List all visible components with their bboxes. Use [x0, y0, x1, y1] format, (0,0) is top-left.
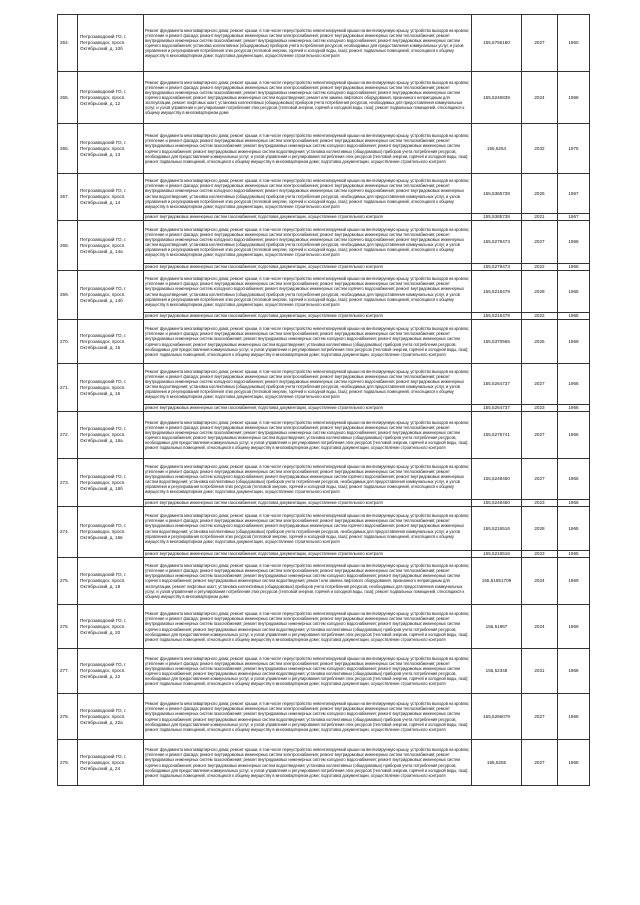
- table-body: [58, 15, 590, 786]
- row-number: 279.: [58, 740, 78, 786]
- cost-value: 155,5264737: [472, 364, 522, 405]
- repair-year: 2026: [522, 174, 558, 214]
- work-description: ремонт внутридомовых инженерных систем газоснабжения; подготовка документации, осуществление строительного контроля: [144, 500, 472, 507]
- table-row: [58, 605, 590, 649]
- work-description: Ремонт фундамента многоквартирного дома; ремонт крыши, в том числе переустройство невентилируемой крыши на вентилируемую крышу, устройство выходов на кровлю; утепление и ремонт фасада; ремонт внутридомовых инженерных систем электроснабжения; ремонт внутридомовых инженерных систем теплоснабжения; ремонт внутридомовых инженерных систем газоснабжения; ремонт внутридомовых инженерных систем холодного водоснабжения; ремонт внутридомовых инженерных систем горячего водоснабжения; ремонт внутридомовых инженерных систем водоотведения; установка коллективных (общедомовых) приборов учета потребления ресурсов, необходимых для предоставления коммунальных услуг, и узлов управления и регулирования потребления этих ресурсов (тепловой энергии, горячей и холодной воды, газа); ремонт подвальных помещений, относящихся к общему имуществу в многоквартирном доме; подготовка документации, осуществление строительного контроля: [144, 124, 472, 174]
- work-description: Ремонт фундамента многоквартирного дома; ремонт крыши, в том числе переустройство невентилируемой крыши на вентилируемую крышу, устройство выходов на кровлю; утепление и ремонт фасада; ремонт внутридомовых инженерных систем электроснабжения; ремонт внутридомовых инженерных систем теплоснабжения; ремонт внутридомовых инженерных систем газоснабжения; ремонт внутридомовых инженерных систем холодного водоснабжения; ремонт внутридомовых инженерных систем горячего водоснабжения; ремонт внутридомовых инженерных систем водоотведения; установка коллективных (общедомовых) приборов учета потребления ресурсов, необходимых для предоставления коммунальных услуг, и узлов управления и регулирования потребления этих ресурсов (тепловой энергии, горячей и холодной воды, газа); ремонт подвальных помещений, относящихся к общему имуществу в многоквартирном доме; подготовка документации, осуществление строительного контроля: [144, 649, 472, 694]
- repair-year: 2021: [522, 214, 558, 221]
- work-description: Ремонт фундамента многоквартирного дома; ремонт крыши, в том числе переустройство невентилируемой крыши на вентилируемую крышу, устройство выходов на кровлю; утепление и ремонт фасада; ремонт внутридомовых инженерных систем электроснабжения; ремонт внутридомовых инженерных систем теплоснабжения; ремонт внутридомовых инженерных систем газоснабжения; ремонт внутридомовых инженерных систем холодного водоснабжения; ремонт внутридомовых инженерных систем горячего водоснабжения; установка коллективных (общедомовых) приборов учета потребления ресурсов, необходимых для предоставления коммунальных услуг, и узлов управления и регулирования потребления этих ресурсов (тепловой энергии, горячей и холодной воды, газа); ремонт подвальных помещений, относящихся к общему имуществу в многоквартирном доме; подготовка документации, осуществление строительного контроля: [144, 15, 472, 72]
- work-description: Ремонт фундамента многоквартирного дома; ремонт крыши, в том числе переустройство невентилируемой крыши на вентилируемую крышу, устройство выходов на кровлю; утепление и ремонт фасада; ремонт внутридомовых инженерных систем электроснабжения; ремонт внутридомовых инженерных систем теплоснабжения; ремонт внутридомовых инженерных систем холодного водоснабжения; ремонт внутридомовых инженерных систем горячего водоснабжения; ремонт внутридомовых инженерных систем водоотведения; установка коллективных (общедомовых) приборов учета потребления ресурсов, необходимых для предоставления коммунальных услуг, и узлов управления и регулирования потребления этих ресурсов (тепловой энергии, горячей и холодной воды, газа); ремонт подвальных помещений, относящихся к общему имуществу в многоквартирном доме; подготовка документации, осуществление строительного контроля: [144, 174, 472, 214]
- repair-year: 2027: [522, 740, 558, 786]
- building-address: Петрозаводский ГО, г. Петрозаводск, просп. Октябрьский, д. 16: [78, 364, 144, 412]
- work-description: Ремонт фундамента многоквартирного дома; ремонт крыши, в том числе переустройство невентилируемой крыши на вентилируемую крышу, устройство выходов на кровлю; утепление и ремонт фасада; ремонт внутридомовых инженерных систем электроснабжения; ремонт внутридомовых инженерных систем теплоснабжения; ремонт внутридомовых инженерных систем газоснабжения; ремонт внутридомовых инженерных систем холодного водоснабжения; ремонт внутридомовых инженерных систем горячего водоснабжения; ремонт внутридомовых инженерных систем водоотведения; ремонт или замена лифтового оборудования, признанного непригодным для эксплуатации, ремонт лифтовых шахт; установка коллективных (общедомовых) приборов учета потребления ресурсов, необходимых для предоставления коммунальных услуг, и узлов управления и регулирования потребления этих ресурсов (тепловой энергии, горячей и холодной воды, газа); ремонт подвальных помещений, относящихся к общему имуществу в многоквартирном доме: [144, 72, 472, 124]
- building-address: Петрозаводский ГО, г. Петрозаводск, просп. Октябрьский, д. 15: [78, 320, 144, 364]
- row-number: 269.: [58, 271, 78, 320]
- table-row: [58, 271, 590, 313]
- build-year: 1968: [558, 694, 590, 740]
- building-address: Петрозаводский ГО, г. Петрозаводск, просп. Октябрьский, д. 22: [78, 649, 144, 694]
- build-year: 1965: [558, 551, 590, 558]
- cost-value: 155,5266079: [472, 694, 522, 740]
- table-row: [58, 649, 590, 694]
- row-number: 267.: [58, 174, 78, 221]
- building-address: Петрозаводский ГО, г. Петрозаводск, просп. Октябрьский, д. 13: [78, 124, 144, 174]
- cost-value: 155,5365738: [472, 174, 522, 214]
- capital-repair-table: [57, 14, 590, 786]
- build-year: 1966: [558, 264, 590, 271]
- row-number: 266.: [58, 124, 78, 174]
- cost-value: 155,5756180: [472, 15, 522, 72]
- build-year: 1965: [558, 507, 590, 551]
- cost-value: 155,52348: [472, 649, 522, 694]
- repair-year: 2022: [522, 313, 558, 320]
- work-description: Ремонт фундамента многоквартирного дома; ремонт крыши, в том числе переустройство невентилируемой крыши на вентилируемую крышу, устройство выходов на кровлю; утепление и ремонт фасада; ремонт внутридомовых инженерных систем электроснабжения; ремонт внутридомовых инженерных систем теплоснабжения; ремонт внутридомовых инженерных систем газоснабжения; ремонт внутридомовых инженерных систем холодного водоснабжения; ремонт внутридомовых инженерных систем горячего водоснабжения; ремонт внутридомовых инженерных систем водоотведения; установка коллективных (общедомовых) приборов учета потребления ресурсов, необходимых для предоставления коммунальных услуг, и узлов управления и регулирования потребления этих ресурсов (тепловой энергии, горячей и холодной воды, газа); ремонт подвальных помещений, относящихся к общему имуществу в многоквартирном доме; подготовка документации, осуществление строительного контроля: [144, 412, 472, 459]
- repair-year: 2028: [522, 507, 558, 551]
- build-year: 1969: [558, 558, 590, 605]
- build-year: 1968: [558, 72, 590, 124]
- cost-value: 155,5276741: [472, 412, 522, 459]
- build-year: 1960: [558, 15, 590, 72]
- cost-value: 155,5216478: [472, 313, 522, 320]
- cost-value: 155,5249450: [472, 459, 522, 500]
- work-description: Ремонт фундамента многоквартирного дома; ремонт крыши, в том числе переустройство невентилируемой крыши на вентилируемую крышу, устройство выходов на кровлю; утепление и ремонт фасада; ремонт внутридомовых инженерных систем электроснабжения; ремонт внутридомовых инженерных систем теплоснабжения; ремонт внутридомовых инженерных систем газоснабжения; ремонт внутридомовых инженерных систем холодного водоснабжения; ремонт внутридомовых инженерных систем горячего водоснабжения; ремонт внутридомовых инженерных систем водоотведения; установка коллективных (общедомовых) приборов учета потребления ресурсов, необходимых для предоставления коммунальных услуг, и узлов управления и регулирования потребления этих ресурсов (тепловой энергии, горячей и холодной воды, газа); ремонт подвальных помещений, относящихся к общему имуществу в многоквартирном доме; подготовка документации, осуществление строительного контроля: [144, 320, 472, 364]
- row-number: 273.: [58, 459, 78, 507]
- row-number: 276.: [58, 605, 78, 649]
- building-address: Петрозаводский ГО, г. Петрозаводск, просп. Октябрьский, д. 14а: [78, 221, 144, 271]
- building-address: Петрозаводский ГО, г. Петрозаводск, просп. Октябрьский, д. 16а: [78, 412, 144, 459]
- building-address: Петрозаводский ГО, г. Петрозаводск, просп. Октябрьский, д. 16б: [78, 459, 144, 507]
- building-address: Петрозаводский ГО, г. Петрозаводск, просп. Октябрьский, д. 22а: [78, 694, 144, 740]
- table-row: [58, 459, 590, 500]
- cost-value: 155,5216516: [472, 507, 522, 551]
- row-number: 274.: [58, 507, 78, 558]
- cost-value: 155,5249450: [472, 500, 522, 507]
- work-description: Ремонт фундамента многоквартирного дома; ремонт крыши, в том числе переустройство невентилируемой крыши на вентилируемую крышу, устройство выходов на кровлю; утепление и ремонт фасада; ремонт внутридомовых инженерных систем электроснабжения; ремонт внутридомовых инженерных систем теплоснабжения; ремонт внутридомовых инженерных систем газоснабжения; ремонт внутридомовых инженерных систем холодного водоснабжения; ремонт внутридомовых инженерных систем горячего водоснабжения; ремонт внутридомовых инженерных систем водоотведения; установка коллективных (общедомовых) приборов учета потребления ресурсов, необходимых для предоставления коммунальных услуг, и узлов управления и регулирования потребления этих ресурсов (тепловой энергии, горячей и холодной воды, газа); ремонт подвальных помещений, относящихся к общему имуществу в многоквартирном доме; подготовка документации, осуществление строительного контроля: [144, 694, 472, 740]
- work-description: Ремонт фундамента многоквартирного дома; ремонт крыши, в том числе переустройство невентилируемой крыши на вентилируемую крышу, устройство выходов на кровлю; утепление и ремонт фасада; ремонт внутридомовых инженерных систем электроснабжения; ремонт внутридомовых инженерных систем теплоснабжения; ремонт внутридомовых инженерных систем газоснабжения; ремонт внутридомовых инженерных систем холодного водоснабжения; ремонт внутридомовых инженерных систем горячего водоснабжения; ремонт внутридомовых инженерных систем водоотведения; установка коллективных (общедомовых) приборов учета потребления ресурсов, необходимых для предоставления коммунальных услуг, и узлов управления и регулирования потребления этих ресурсов (тепловой энергии, горячей и холодной воды, газа); ремонт подвальных помещений, относящихся к общему имуществу в многоквартирном доме; подготовка документации, осуществление строительного контроля: [144, 605, 472, 649]
- work-description: ремонт внутридомовых инженерных систем газоснабжения; подготовка документации, осуществление строительного контроля: [144, 405, 472, 412]
- cost-value: 155,51651709: [472, 558, 522, 605]
- building-address: Петрозаводский ГО, г. Петрозаводск, просп. Октябрьский, д. 16в: [78, 507, 144, 558]
- work-description: Ремонт фундамента многоквартирного дома; ремонт крыши, в том числе переустройство невентилируемой крыши на вентилируемую крышу, устройство выходов на кровлю; утепление и ремонт фасада; ремонт внутридомовых инженерных систем электроснабжения; ремонт внутридомовых инженерных систем теплоснабжения; ремонт внутридомовых инженерных систем холодного водоснабжения; ремонт внутридомовых инженерных систем горячего водоснабжения; ремонт внутридомовых инженерных систем водоотведения; установка коллективных (общедомовых) приборов учета потребления ресурсов, необходимых для предоставления коммунальных услуг, и узлов управления и регулирования потребления этих ресурсов (тепловой энергии, горячей и холодной воды, газа); ремонт подвальных помещений, относящихся к общему имуществу в многоквартирном доме; подготовка документации, осуществление строительного контроля: [144, 459, 472, 500]
- repair-year: 2028: [522, 271, 558, 313]
- cost-value: 155,5365738: [472, 214, 522, 221]
- repair-year: 2027: [522, 412, 558, 459]
- table-row: [58, 694, 590, 740]
- build-year: 1966: [558, 364, 590, 405]
- building-address: Петрозаводский ГО, г. Петрозаводск, просп. Октябрьский, д. 20: [78, 605, 144, 649]
- table-row: [58, 364, 590, 405]
- repair-year: 2024: [522, 72, 558, 124]
- build-year: 1968: [558, 740, 590, 786]
- build-year: 1969: [558, 605, 590, 649]
- building-address: Петрозаводский ГО, г. Петрозаводск, просп. Октябрьский, д. 10б: [78, 15, 144, 72]
- row-number: 264.: [58, 15, 78, 72]
- repair-year: 2027: [522, 459, 558, 500]
- repair-year: 2023: [522, 405, 558, 412]
- repair-year: 2027: [522, 694, 558, 740]
- build-year: 1966: [558, 459, 590, 500]
- build-year: 1965: [558, 271, 590, 313]
- cost-value: 155,5216516: [472, 551, 522, 558]
- cost-value: 155,5255: [472, 740, 522, 786]
- build-year: 1967: [558, 174, 590, 214]
- work-description: Ремонт фундамента многоквартирного дома; ремонт крыши, в том числе переустройство невентилируемой крыши на вентилируемую крышу, устройство выходов на кровлю; утепление и ремонт фасада; ремонт внутридомовых инженерных систем электроснабжения; ремонт внутридомовых инженерных систем теплоснабжения; ремонт внутридомовых инженерных систем газоснабжения; ремонт внутридомовых инженерных систем холодного водоснабжения; ремонт внутридомовых инженерных систем горячего водоснабжения; ремонт внутридомовых инженерных систем водоотведения; установка коллективных (общедомовых) приборов учета потребления ресурсов, необходимых для предоставления коммунальных услуг, и узлов управления и регулирования потребления этих ресурсов (тепловой энергии, горячей и холодной воды, газа); ремонт подвальных помещений, относящихся к общему имуществу в многоквартирном доме; подготовка документации, осуществление строительного контроля: [144, 740, 472, 786]
- repair-year: 2031: [522, 649, 558, 694]
- work-description: Ремонт фундамента многоквартирного дома; ремонт крыши, в том числе переустройство невентилируемой крыши на вентилируемую крышу, устройство выходов на кровлю; утепление и ремонт фасада; ремонт внутридомовых инженерных систем электроснабжения; ремонт внутридомовых инженерных систем теплоснабжения; ремонт внутридомовых инженерных систем холодного водоснабжения; ремонт внутридомовых инженерных систем горячего водоснабжения; ремонт внутридомовых инженерных систем водоотведения; установка коллективных (общедомовых) приборов учета потребления ресурсов, необходимых для предоставления коммунальных услуг, и узлов управления и регулирования потребления этих ресурсов (тепловой энергии, горячей и холодной воды, газа); ремонт подвальных помещений, относящихся к общему имуществу в многоквартирном доме; подготовка документации, осуществление строительного контроля: [144, 507, 472, 551]
- table-row: [58, 124, 590, 174]
- table-row: [58, 740, 590, 786]
- cost-value: 155,51967: [472, 605, 522, 649]
- work-description: Ремонт фундамента многоквартирного дома; ремонт крыши, в том числе переустройство невентилируемой крыши на вентилируемую крышу, устройство выходов на кровлю; утепление и ремонт фасада; ремонт внутридомовых инженерных систем электроснабжения; ремонт внутридомовых инженерных систем теплоснабжения; ремонт внутридомовых инженерных систем холодного водоснабжения; ремонт внутридомовых инженерных систем горячего водоснабжения; ремонт внутридомовых инженерных систем водоотведения; установка коллективных (общедомовых) приборов учета потребления ресурсов, необходимых для предоставления коммунальных услуг, и узлов управления и регулирования потребления этих ресурсов (тепловой энергии, горячей и холодной воды, газа); ремонт подвальных помещений, относящихся к общему имуществу в многоквартирном доме; подготовка документации, осуществление строительного контроля: [144, 271, 472, 313]
- work-description: ремонт внутридомовых инженерных систем газоснабжения; подготовка документации, осуществление строительного контроля: [144, 313, 472, 320]
- build-year: 1975: [558, 124, 590, 174]
- row-number: 265.: [58, 72, 78, 124]
- cost-value: 155,5264737: [472, 405, 522, 412]
- repair-year: 2032: [522, 124, 558, 174]
- table-row: [58, 320, 590, 364]
- building-address: Петрозаводский ГО, г. Петрозаводск, просп. Октябрьский, д. 18: [78, 558, 144, 605]
- repair-year: 2023: [522, 500, 558, 507]
- table-row: [58, 558, 590, 605]
- building-address: Петрозаводский ГО, г. Петрозаводск, просп. Октябрьский, д. 14: [78, 174, 144, 221]
- table-row: [58, 72, 590, 124]
- table-row: [58, 412, 590, 459]
- build-year: 1969: [558, 320, 590, 364]
- building-address: Петрозаводский ГО, г. Петрозаводск, просп. Октябрьский, д. 12: [78, 72, 144, 124]
- row-number: 278.: [58, 694, 78, 740]
- table-row: [58, 221, 590, 264]
- build-year: 1966: [558, 221, 590, 264]
- repair-year: 2027: [522, 15, 558, 72]
- cost-value: 155,5370565: [472, 320, 522, 364]
- cost-value: 155,5246839: [472, 72, 522, 124]
- build-year: 1965: [558, 313, 590, 320]
- cost-value: 155,5216478: [472, 271, 522, 313]
- build-year: 1966: [558, 412, 590, 459]
- table-row: [58, 507, 590, 551]
- row-number: 275.: [58, 558, 78, 605]
- cost-value: 155,5279473: [472, 264, 522, 271]
- repair-year: 2027: [522, 221, 558, 264]
- building-address: Петрозаводский ГО, г. Петрозаводск, просп. Октябрьский, д. 14б: [78, 271, 144, 320]
- table-row: [58, 174, 590, 214]
- cost-value: 155,5254: [472, 124, 522, 174]
- build-year: 1966: [558, 405, 590, 412]
- building-address: Петрозаводский ГО, г. Петрозаводск, просп. Октябрьский, д. 24: [78, 740, 144, 786]
- work-description: ремонт внутридомовых инженерных систем газоснабжения; подготовка документации, осуществление строительного контроля: [144, 264, 472, 271]
- work-description: Ремонт фундамента многоквартирного дома; ремонт крыши, в том числе переустройство невентилируемой крыши на вентилируемую крышу, устройство выходов на кровлю; утепление и ремонт фасада; ремонт внутридомовых инженерных систем электроснабжения; ремонт внутридомовых инженерных систем теплоснабжения; ремонт внутридомовых инженерных систем холодного водоснабжения; ремонт внутридомовых инженерных систем горячего водоснабжения; ремонт внутридомовых инженерных систем водоотведения; установка коллективных (общедомовых) приборов учета потребления ресурсов, необходимых для предоставления коммунальных услуг, и узлов управления и регулирования потребления этих ресурсов (тепловой энергии, горячей и холодной воды, газа); ремонт подвальных помещений, относящихся к общему имуществу в многоквартирном доме; подготовка документации, осуществление строительного контроля: [144, 364, 472, 405]
- repair-year: 2022: [522, 264, 558, 271]
- build-year: 1966: [558, 500, 590, 507]
- repair-year: 2024: [522, 558, 558, 605]
- work-description: Ремонт фундамента многоквартирного дома; ремонт крыши, в том числе переустройство невентилируемой крыши на вентилируемую крышу, устройство выходов на кровлю; утепление и ремонт фасада; ремонт внутридомовых инженерных систем электроснабжения; ремонт внутридомовых инженерных систем теплоснабжения; ремонт внутридомовых инженерных систем холодного водоснабжения; ремонт внутридомовых инженерных систем горячего водоснабжения; ремонт внутридомовых инженерных систем водоотведения; установка коллективных (общедомовых) приборов учета потребления ресурсов, необходимых для предоставления коммунальных услуг, и узлов управления и регулирования потребления этих ресурсов (тепловой энергии, горячей и холодной воды, газа); ремонт подвальных помещений, относящихся к общему имуществу в многоквартирном доме; подготовка документации, осуществление строительного контроля: [144, 221, 472, 264]
- table-row: [58, 15, 590, 72]
- work-description: Ремонт фундамента многоквартирного дома; ремонт крыши, в том числе переустройство невентилируемой крыши на вентилируемую крышу, устройство выходов на кровлю; утепление и ремонт фасада; ремонт внутридомовых инженерных систем электроснабжения; ремонт внутридомовых инженерных систем теплоснабжения; ремонт внутридомовых инженерных систем газоснабжения; ремонт внутридомовых инженерных систем холодного водоснабжения; ремонт внутридомовых инженерных систем горячего водоснабжения; ремонт внутридомовых инженерных систем водоотведения; ремонт или замена лифтового оборудования, признанного непригодным для эксплуатации, ремонт лифтовых шахт; установка коллективных (общедомовых) приборов учета потребления ресурсов, необходимых для предоставления коммунальных услуг, и узлов управления и регулирования потребления этих ресурсов (тепловой энергии, горячей и холодной воды, газа); ремонт подвальных помещений, относящихся к общему имуществу в многоквартирном доме: [144, 558, 472, 605]
- work-description: ремонт внутридомовых инженерных систем газоснабжения; подготовка документации, осуществление строительного контроля: [144, 551, 472, 558]
- repair-year: 2027: [522, 364, 558, 405]
- cost-value: 155,5279473: [472, 221, 522, 264]
- row-number: 270.: [58, 320, 78, 364]
- row-number: 277.: [58, 649, 78, 694]
- repair-year: 2024: [522, 605, 558, 649]
- repair-year: 2025: [522, 320, 558, 364]
- build-year: 1968: [558, 649, 590, 694]
- row-number: 271.: [58, 364, 78, 412]
- row-number: 272.: [58, 412, 78, 459]
- work-description: ремонт внутридомовых инженерных систем газоснабжения; подготовка документации, осуществление строительного контроля: [144, 214, 472, 221]
- repair-year: 2023: [522, 551, 558, 558]
- build-year: 1967: [558, 214, 590, 221]
- row-number: 268.: [58, 221, 78, 271]
